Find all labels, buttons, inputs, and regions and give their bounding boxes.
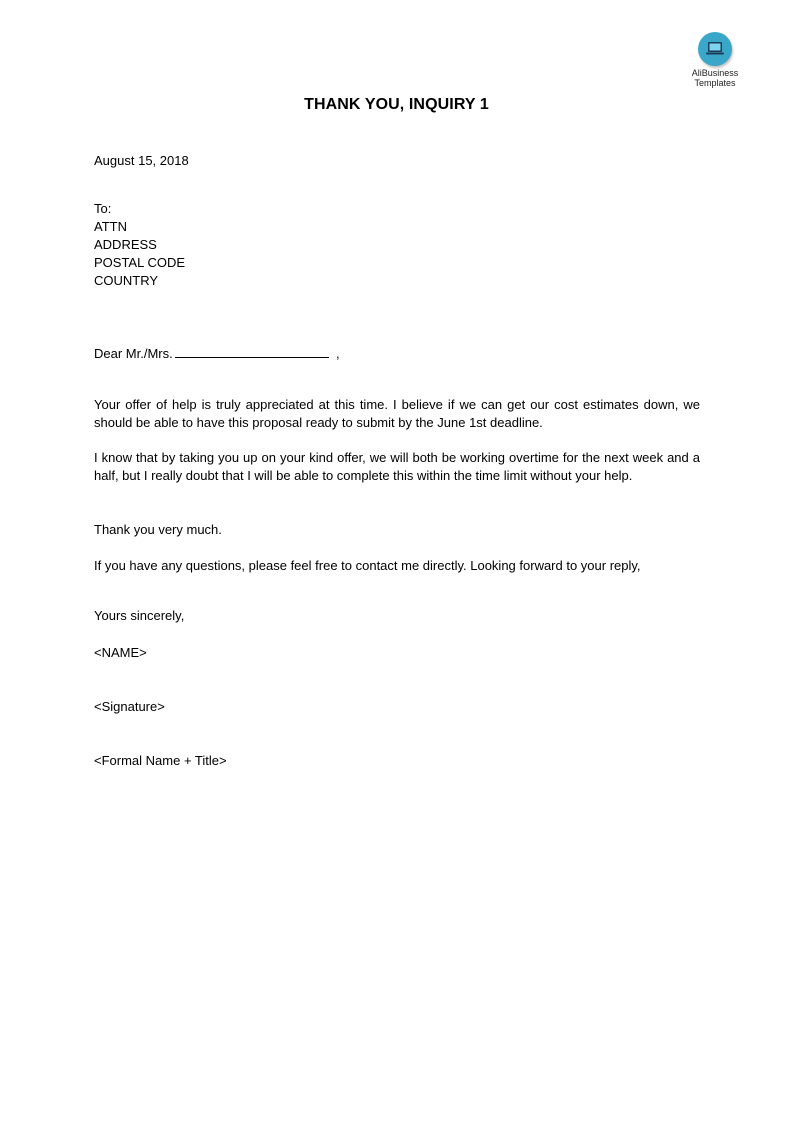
letter-title: THANK YOU, INQUIRY 1 [304,96,489,113]
body-paragraph-2: I know that by taking you up on your kind offer, we will both be working overtime for the next week and a half, but I really doubt that I will be able to complete this within the time limit without your help. [94,450,700,483]
address-line: ADDRESS [94,237,157,252]
salutation-prefix: Dear Mr./Mrs. [94,346,173,361]
logo-line-2: Templates [694,78,736,88]
closing-sincerely: Yours sincerely, [94,608,185,623]
address-postal-code: POSTAL CODE [94,255,186,270]
logo-text [683,68,747,88]
body-paragraph-3: Thank you very much. [94,522,222,537]
body-paragraph-4: If you have any questions, please feel free to contact me directly. Looking forward to your reply, [94,558,641,573]
closing-formal-name: <Formal Name + Title> [94,753,227,768]
name-blank-line [175,344,329,358]
address-to: To: [94,201,112,216]
salutation [94,344,340,363]
logo [683,32,747,88]
body-paragraph-1: Your offer of help is truly appreciated at this time. I believe if we can get our cost estimates down, we should be able to have this proposal ready to submit by the June 1st deadline. [94,397,700,430]
address-country: COUNTRY [94,273,159,288]
letter-date: August 15, 2018 [94,153,189,168]
closing-name: <NAME> [94,645,147,660]
laptop-icon [698,32,732,66]
closing-signature: <Signature> [94,699,165,714]
address-attn: ATTN [94,219,127,234]
logo-line-1: AliBusiness [691,68,739,78]
salutation-suffix: , [335,346,340,361]
